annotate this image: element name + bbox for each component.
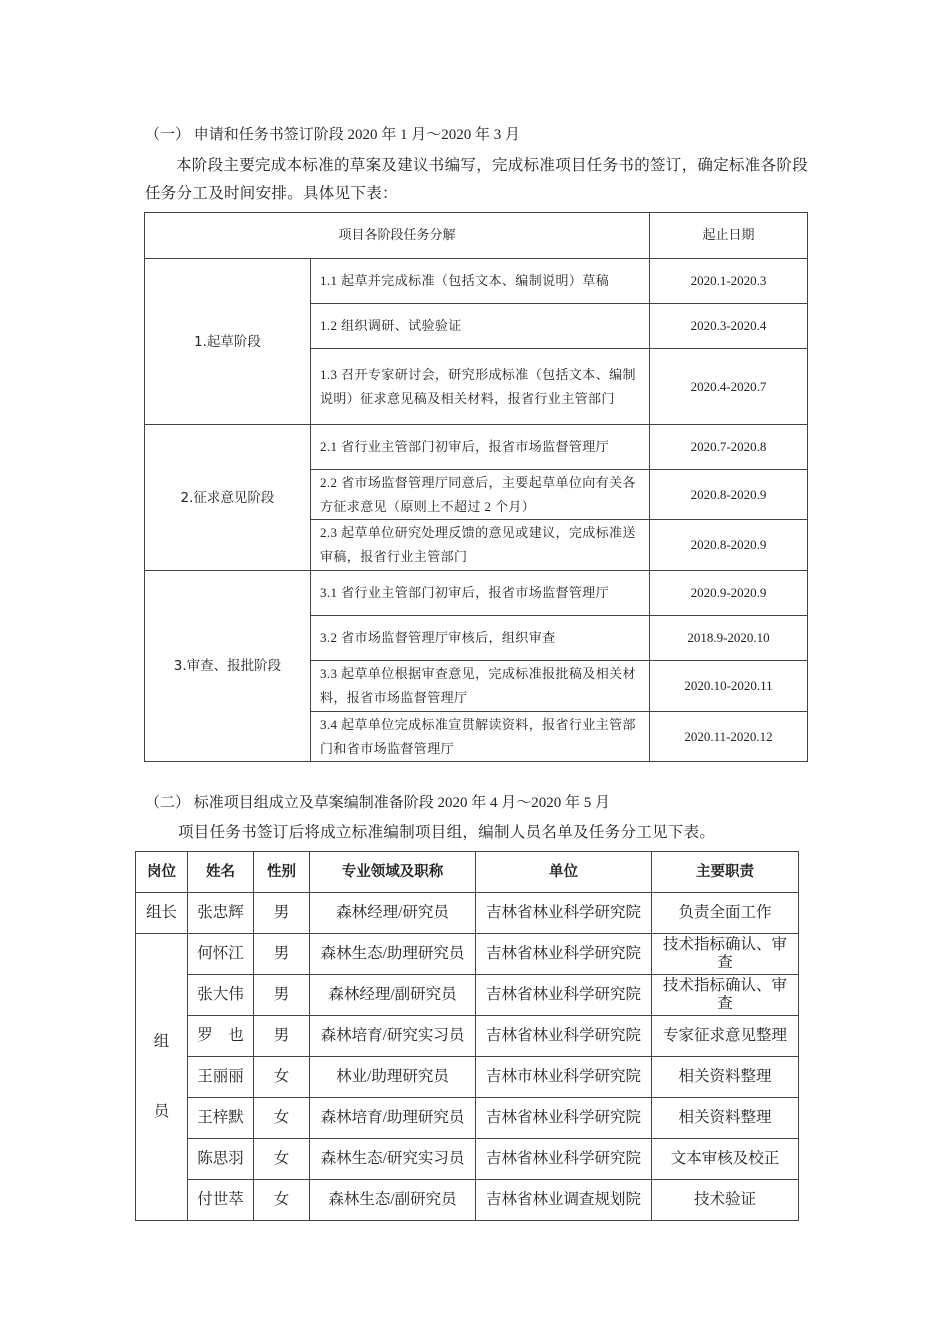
name-cell: 王梓默: [188, 1098, 254, 1139]
field-cell: 森林生态/副研究员: [310, 1180, 476, 1221]
date-cell: 2020.8-2020.9: [650, 470, 808, 520]
task-cell: 1.3 召开专家研讨会，研究形成标准（包括文本、编制说明）征求意见稿及相关材料，报省行业主管部门: [311, 349, 650, 425]
date-cell: 2020.10-2020.11: [650, 661, 808, 712]
duty-cell: 文本审核及校正: [652, 1139, 799, 1180]
unit-cell: 吉林省林业科学研究院: [476, 975, 652, 1016]
task-cell: 1.2 组织调研、试验验证: [311, 304, 650, 349]
section1-heading: （一） 申请和任务书签订阶段 2020 年 1 月～2020 年 3 月: [145, 127, 521, 143]
gender-cell: 男: [254, 1016, 310, 1057]
stage-name: 3.审查、报批阶段: [145, 571, 311, 762]
team-members-table: [135, 851, 799, 1221]
date-cell: 2020.7-2020.8: [650, 425, 808, 470]
gender-cell: 女: [254, 1180, 310, 1221]
field-cell: 森林生态/助理研究员: [310, 934, 476, 975]
stage-name: 1.起草阶段: [145, 259, 311, 425]
duty-cell: 专家征求意见整理: [652, 1016, 799, 1057]
header-duty: 主要职责: [652, 852, 799, 893]
duty-cell: 技术指标确认、审查: [652, 934, 799, 975]
unit-cell: 吉林市林业科学研究院: [476, 1057, 652, 1098]
gender-cell: 女: [254, 1057, 310, 1098]
unit-cell: 吉林省林业调查规划院: [476, 1180, 652, 1221]
date-cell: 2020.1-2020.3: [650, 259, 808, 304]
gender-cell: 女: [254, 1139, 310, 1180]
date-cell: 2020.3-2020.4: [650, 304, 808, 349]
gender-cell: 男: [254, 975, 310, 1016]
date-cell: 2018.9-2020.10: [650, 616, 808, 661]
section1-paragraph: 本阶段主要完成本标准的草案及建议书编写，完成标准项目任务书的签订，确定标准各阶段任务分工及时间安排。具体见下表：: [145, 157, 809, 202]
field-cell: 森林生态/研究实习员: [310, 1139, 476, 1180]
table-row: [136, 934, 799, 975]
role-cell-members: [136, 934, 188, 1221]
table-row: [136, 1139, 799, 1180]
date-cell: 2020.8-2020.9: [650, 520, 808, 571]
date-cell: 2020.9-2020.9: [650, 571, 808, 616]
task-cell: 2.3 起草单位研究处理反馈的意见或建议，完成标准送审稿，报省行业主管部门: [311, 520, 650, 571]
name-cell: 张忠辉: [188, 893, 254, 934]
task-cell: 1.1 起草并完成标准（包括文本、编制说明）草稿: [311, 259, 650, 304]
name-cell: 王丽丽: [188, 1057, 254, 1098]
task-schedule-table: [144, 212, 808, 762]
unit-cell: 吉林省林业科学研究院: [476, 1098, 652, 1139]
name-cell: 付世萃: [188, 1180, 254, 1221]
role-cell: 组长: [136, 893, 188, 934]
table-row: [136, 975, 799, 1016]
duty-cell: 负责全面工作: [652, 893, 799, 934]
task-cell: 3.1 省行业主管部门初审后，报省市场监督管理厅: [311, 571, 650, 616]
unit-cell: 吉林省林业科学研究院: [476, 1016, 652, 1057]
stage-name: 2.征求意见阶段: [145, 425, 311, 571]
table-row-leader: [136, 893, 799, 934]
table-row: [136, 1180, 799, 1221]
task-cell: 3.2 省市场监督管理厅审核后，组织审查: [311, 616, 650, 661]
task-cell: 3.3 起草单位根据审查意见，完成标准报批稿及相关材料，报省市场监督管理厅: [311, 661, 650, 712]
gender-cell: 男: [254, 893, 310, 934]
name-cell: 何怀江: [188, 934, 254, 975]
unit-cell: 吉林省林业科学研究院: [476, 934, 652, 975]
date-cell: 2020.4-2020.7: [650, 349, 808, 425]
header-gender: 性别: [254, 852, 310, 893]
header-task-breakdown: 项目各阶段任务分解: [145, 213, 650, 259]
gender-cell: 女: [254, 1098, 310, 1139]
name-cell: 陈思羽: [188, 1139, 254, 1180]
role-char: 员: [153, 1103, 170, 1120]
duty-cell: 相关资料整理: [652, 1057, 799, 1098]
table-header-row: [145, 213, 808, 259]
table-row: [145, 259, 808, 304]
gender-cell: 男: [254, 934, 310, 975]
task-cell: 2.2 省市场监督管理厅同意后，主要起草单位向有关各方征求意见（原则上不超过 2 个月）: [311, 470, 650, 520]
field-cell: 森林经理/研究员: [310, 893, 476, 934]
section2-heading: （二） 标准项目组成立及草案编制准备阶段 2020 年 4 月～2020 年 5 月: [145, 795, 611, 811]
header-date-range: 起止日期: [650, 213, 808, 259]
header-unit: 单位: [476, 852, 652, 893]
table-row: [145, 425, 808, 470]
table-row: [136, 1098, 799, 1139]
name-cell: 张大伟: [188, 975, 254, 1016]
duty-cell: 相关资料整理: [652, 1098, 799, 1139]
role-char: 组: [153, 1033, 170, 1050]
field-cell: 林业/助理研究员: [310, 1057, 476, 1098]
table-row: [145, 571, 808, 616]
header-role: 岗位: [136, 852, 188, 893]
duty-cell: 技术验证: [652, 1180, 799, 1221]
field-cell: 森林培育/助理研究员: [310, 1098, 476, 1139]
table-row: [136, 1016, 799, 1057]
header-field-title: 专业领域及职称: [310, 852, 476, 893]
task-cell: 3.4 起草单位完成标准宣贯解读资料，报省行业主管部门和省市场监督管理厅: [311, 712, 650, 762]
name-cell: 罗 也: [188, 1016, 254, 1057]
date-cell: 2020.11-2020.12: [650, 712, 808, 762]
unit-cell: 吉林省林业科学研究院: [476, 893, 652, 934]
table-header-row: [136, 852, 799, 893]
table-row: [136, 1057, 799, 1098]
unit-cell: 吉林省林业科学研究院: [476, 1139, 652, 1180]
field-cell: 森林经理/副研究员: [310, 975, 476, 1016]
task-cell: 2.1 省行业主管部门初审后，报省市场监督管理厅: [311, 425, 650, 470]
field-cell: 森林培育/研究实习员: [310, 1016, 476, 1057]
section2-paragraph: 项目任务书签订后将成立标准编制项目组，编制人员名单及任务分工见下表。: [178, 824, 716, 841]
header-name: 姓名: [188, 852, 254, 893]
duty-cell: 技术指标确认、审查: [652, 975, 799, 1016]
